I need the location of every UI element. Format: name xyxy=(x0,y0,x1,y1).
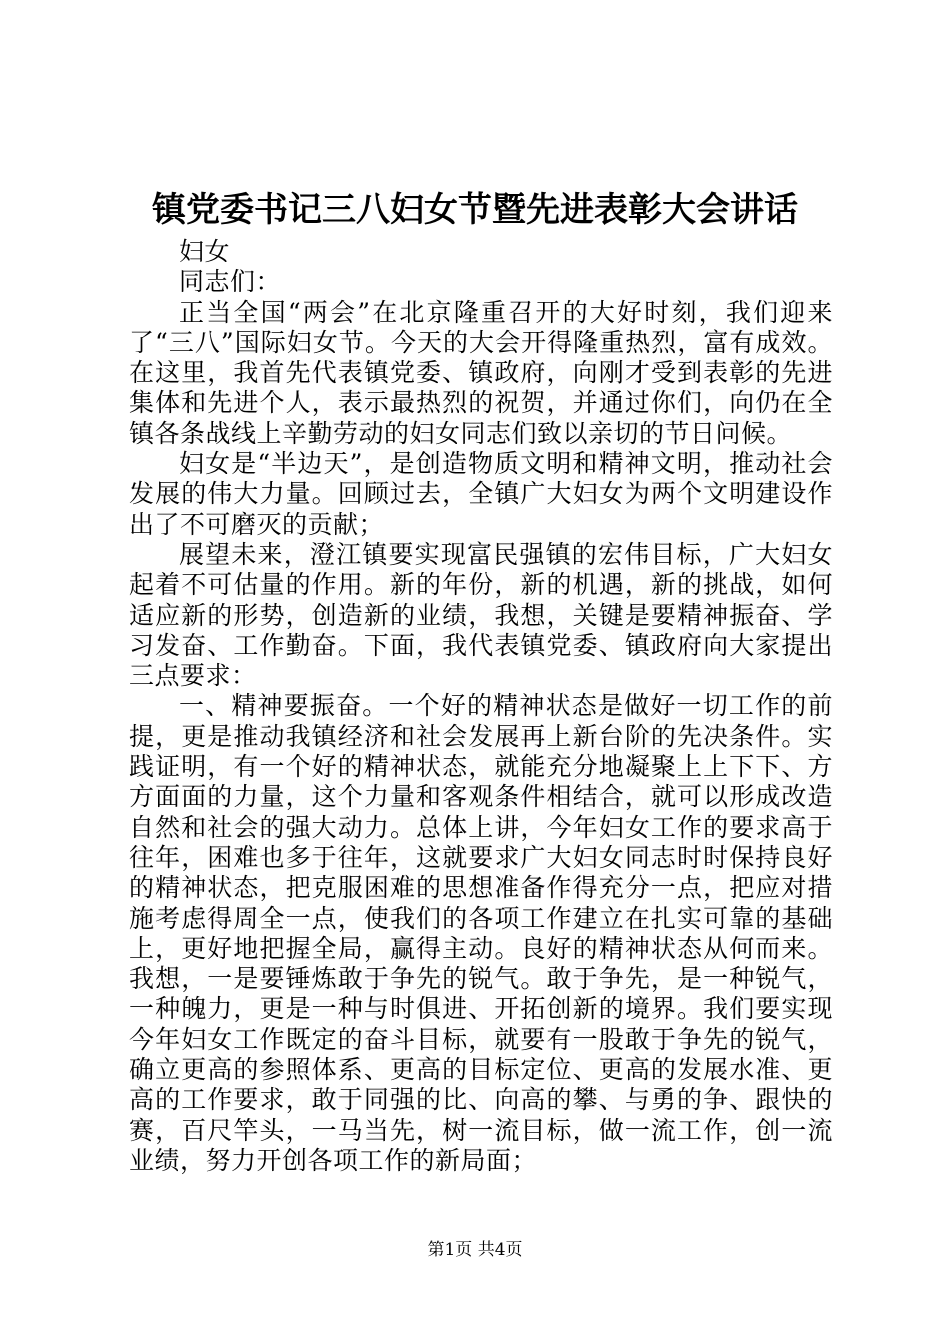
paragraph-outlook: 展望未来，澄江镇要实现富民强镇的宏伟目标，广大妇女起着不可估量的作用。新的年份，新的机遇，新的挑战，如何适应新的形势，创造新的业绩，我想，关键是要精神振奋、学习发奋、工作勤奋。下面，我代表镇党委、镇政府向大家提出三点要求： xyxy=(129,539,833,691)
paragraph-point-one: 一、精神要振奋。一个好的精神状态是做好一切工作的前提，更是推动我镇经济和社会发展再上新台阶的先决条件。实践证明，有一个好的精神状态，就能充分地凝聚上上下下、方方面面的力量，这个力量和客观条件相结合，就可以形成改造自然和社会的强大动力。总体上讲，今年妇女工作的要求高于往年，困难也多于往年，这就要求广大妇女同志时时保持良好的精神状态，把克服困难的思想准备作得充分一点，把应对措施考虑得周全一点，使我们的各项工作建立在扎实可靠的基础上，更好地把握全局，赢得主动。良好的精神状态从何而来。我想，一是要锤炼敢于争先的锐气。敢于争先，是一种锐气，一种魄力，更是一种与时俱进、开拓创新的境界。我们要实现今年妇女工作既定的奋斗目标，就要有一股敢于争先的锐气，确立更高的参照体系、更高的目标定位、更高的发展水准、更高的工作要求，敢于同强的比、向高的攀、与勇的争、跟快的赛，百尺竿头，一马当先，树一流目标，做一流工作，创一流业绩，努力开创各项工作的新局面； xyxy=(129,691,833,1175)
paragraph-half-sky: 妇女是“半边天”，是创造物质文明和精神文明，推动社会发展的伟大力量。回顾过去，全镇广大妇女为两个文明建设作出了不可磨灭的贡献； xyxy=(129,449,833,539)
document-body xyxy=(129,237,833,1176)
paragraph-salutation-comrades: 同志们： xyxy=(179,267,282,297)
paragraph-salutation-women: 妇女 xyxy=(179,237,231,266)
page-footer: 第1页 共4页 xyxy=(427,1240,523,1260)
document-title: 镇党委书记三八妇女节暨先进表彰大会讲话 xyxy=(152,190,798,230)
paragraph-opening: 正当全国“两会”在北京隆重召开的大好时刻，我们迎来了“三八”国际妇女节。今天的大会开得隆重热烈，富有成效。在这里，我首先代表镇党委、镇政府，向刚才受到表彰的先进集体和先进个人，表示最热烈的祝贺，并通过你们，向仍在全镇各条战线上辛勤劳动的妇女同志们致以亲切的节日问候。 xyxy=(129,297,833,448)
